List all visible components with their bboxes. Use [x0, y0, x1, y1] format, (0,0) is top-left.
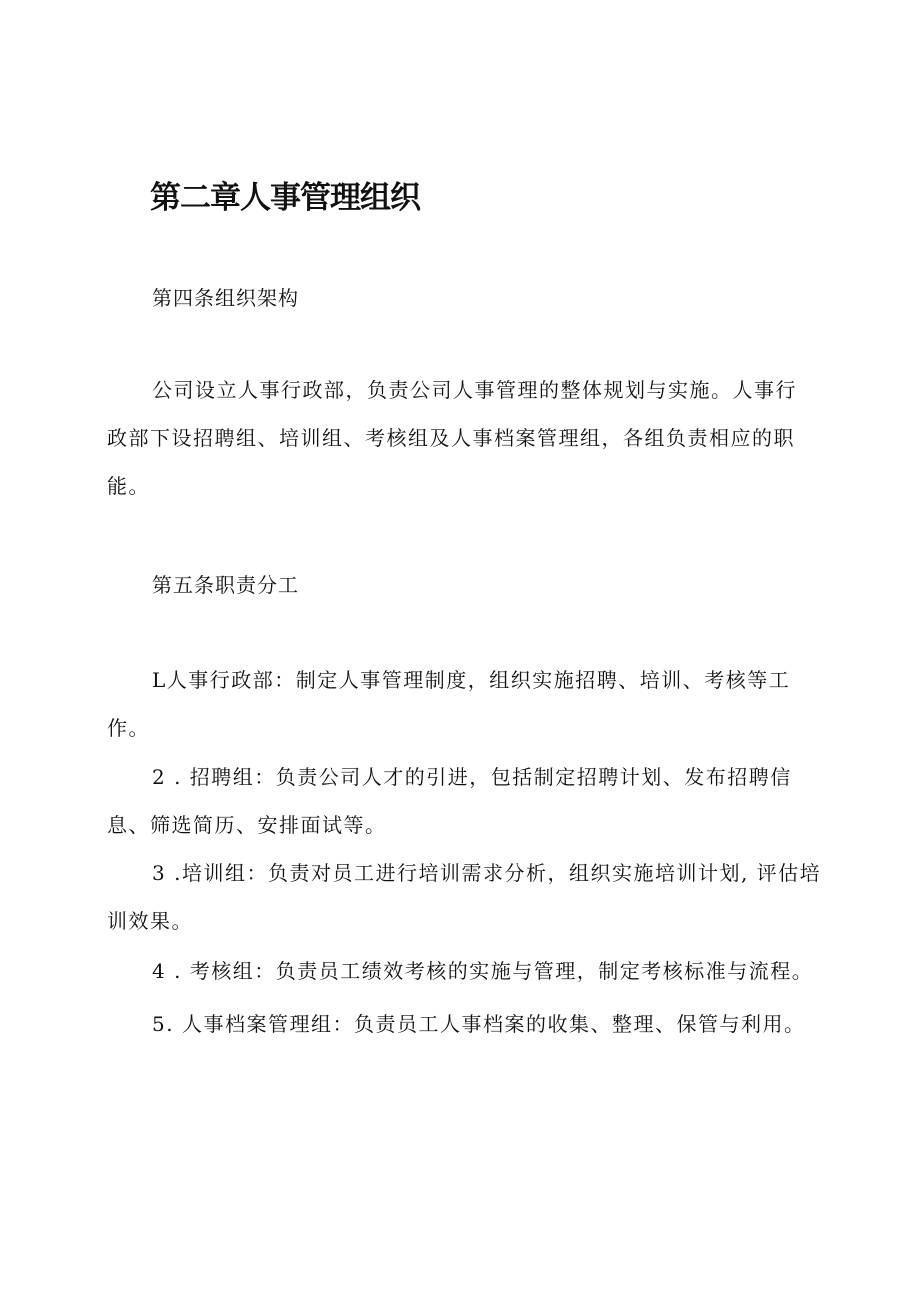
duty-item-line: 5. 人事档案管理组：负责员工人事档案的收集、整理、保管与利用。 [152, 1012, 806, 1036]
duty-item-line: 4 . 考核组：负责员工绩效考核的实施与管理，制定考核标准与流程。 [152, 959, 814, 983]
article-4-heading: 第四条组织架构 [152, 286, 299, 310]
paragraph-line: 能。 [107, 474, 150, 498]
duty-item-3 [107, 849, 822, 945]
duty-item-line: L人事行政部：制定人事管理制度，组织实施招聘、培训、考核等工 [152, 668, 791, 692]
duty-item-line: 3 .培训组：负责对员工进行培训需求分析，组织实施培训计划, 评估培 [152, 861, 822, 885]
chapter-title: 第二章人事管理组织 [150, 180, 420, 216]
article-4-paragraph [107, 366, 822, 510]
duty-item-line: 作。 [107, 716, 150, 740]
duty-item-line: 息、筛选简历、安排面试等。 [107, 813, 387, 837]
duty-item-line: 2 . 招聘组：负责公司人才的引进，包括制定招聘计划、发布招聘信 [152, 765, 792, 789]
duty-item-5 [107, 1000, 822, 1048]
duty-item-4 [107, 947, 822, 995]
duty-item-1 [107, 656, 822, 752]
duty-item-2 [107, 753, 822, 849]
paragraph-line: 政部下设招聘组、培训组、考核组及人事档案管理组，各组负责相应的职 [107, 426, 795, 450]
duty-item-line: 训效果。 [107, 909, 193, 933]
paragraph-line: 公司设立人事行政部，负责公司人事管理的整体规划与实施。人事行 [152, 378, 797, 402]
article-5-heading: 第五条职责分工 [152, 573, 299, 597]
